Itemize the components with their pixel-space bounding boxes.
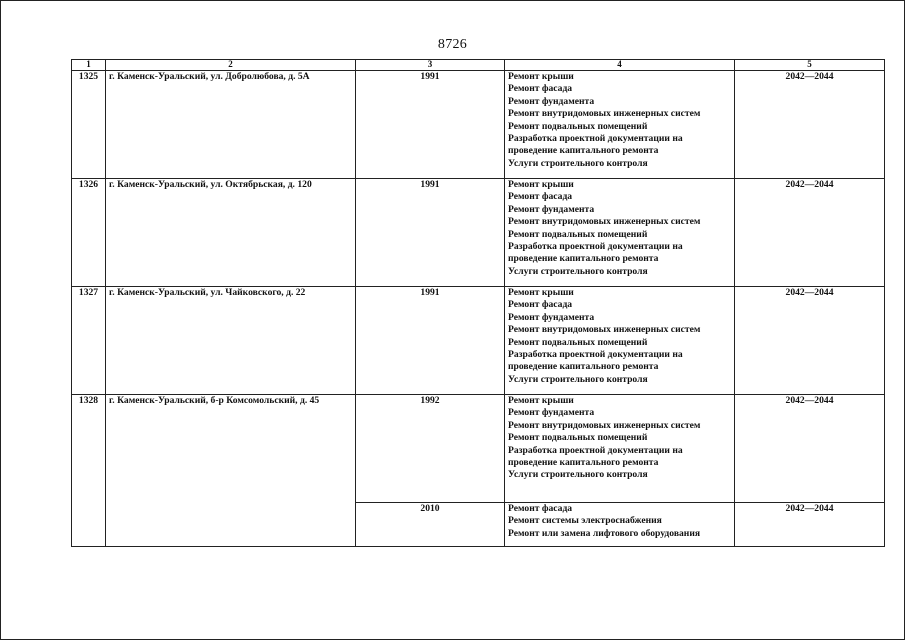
work-item: Ремонт системы электроснабжения (508, 515, 662, 527)
row-year: 1992 (356, 395, 505, 503)
capital-repair-table (71, 59, 885, 547)
work-item: Разработка проектной документации на (508, 444, 683, 456)
row-address: г. Каменск-Уральский, ул. Добролюбова, д. 5А (106, 71, 356, 179)
work-item: Ремонт фундамента (508, 311, 595, 323)
row-number: 1328 (72, 395, 106, 547)
page-number: 8726 (437, 37, 468, 52)
row-year: 1991 (356, 179, 505, 287)
work-item: Ремонт внутридомовых инженерных систем (508, 324, 701, 336)
work-item: Ремонт фасада (508, 299, 573, 311)
work-item: Ремонт фундамента (508, 203, 595, 215)
row-year: 1991 (356, 71, 505, 179)
work-item: Услуги строительного контроля (508, 265, 648, 277)
table-row (72, 395, 885, 503)
work-item: Ремонт крыши (508, 71, 574, 82)
work-item: Ремонт подвальных помещений (508, 120, 648, 132)
table-header-row (72, 60, 885, 71)
work-item: Разработка проектной документации на (508, 349, 683, 361)
work-item: Ремонт внутридомовых инженерных систем (508, 108, 701, 120)
row-period: 2042—2044 (735, 395, 885, 503)
header-col-1: 1 (72, 60, 106, 71)
header-col-3: 3 (356, 60, 505, 71)
header-col-2: 2 (106, 60, 356, 71)
work-item: Ремонт подвальных помещений (508, 336, 648, 348)
work-item: Ремонт крыши (508, 287, 574, 298)
row-year: 1991 (356, 287, 505, 395)
work-item: Услуги строительного контроля (508, 373, 648, 385)
row-number: 1327 (72, 287, 106, 395)
row-works (505, 395, 735, 503)
row-year: 2010 (356, 503, 505, 547)
header-col-5: 5 (735, 60, 885, 71)
row-period: 2042—2044 (735, 287, 885, 395)
work-item: Ремонт фундамента (508, 95, 595, 107)
work-item: Ремонт подвальных помещений (508, 432, 648, 444)
work-item: Разработка проектной документации на (508, 133, 683, 145)
row-works (505, 71, 735, 179)
work-item: Ремонт внутридомовых инженерных систем (508, 216, 701, 228)
work-item: проведение капитального ремонта (508, 145, 659, 157)
work-item: проведение капитального ремонта (508, 457, 659, 469)
work-item: Разработка проектной документации на (508, 241, 683, 253)
work-item: Ремонт фундамента (508, 407, 595, 419)
work-item: Ремонт фасада (508, 503, 573, 514)
table-row (72, 179, 885, 287)
row-address: г. Каменск-Уральский, б-р Комсомольский, д. 45 (106, 395, 356, 547)
row-number: 1326 (72, 179, 106, 287)
work-item: Ремонт подвальных помещений (508, 228, 648, 240)
work-item: Ремонт крыши (508, 395, 574, 406)
table-row (72, 71, 885, 179)
row-works (505, 503, 735, 547)
work-item: Ремонт или замена лифтового оборудования (508, 527, 701, 539)
work-item: Ремонт крыши (508, 179, 574, 190)
row-address: г. Каменск-Уральский, ул. Октябрьская, д. 120 (106, 179, 356, 287)
row-works (505, 287, 735, 395)
work-item: проведение капитального ремонта (508, 361, 659, 373)
row-period: 2042—2044 (735, 503, 885, 547)
work-item: Ремонт фасада (508, 191, 573, 203)
row-address: г. Каменск-Уральский, ул. Чайковского, д. 22 (106, 287, 356, 395)
header-col-4: 4 (505, 60, 735, 71)
work-item: проведение капитального ремонта (508, 253, 659, 265)
work-item: Ремонт фасада (508, 83, 573, 95)
row-period: 2042—2044 (735, 71, 885, 179)
row-period: 2042—2044 (735, 179, 885, 287)
row-works (505, 179, 735, 287)
work-item: Услуги строительного контроля (508, 469, 648, 481)
work-item: Услуги строительного контроля (508, 157, 648, 169)
row-number: 1325 (72, 71, 106, 179)
work-item: Ремонт внутридомовых инженерных систем (508, 419, 701, 431)
table-row (72, 287, 885, 395)
